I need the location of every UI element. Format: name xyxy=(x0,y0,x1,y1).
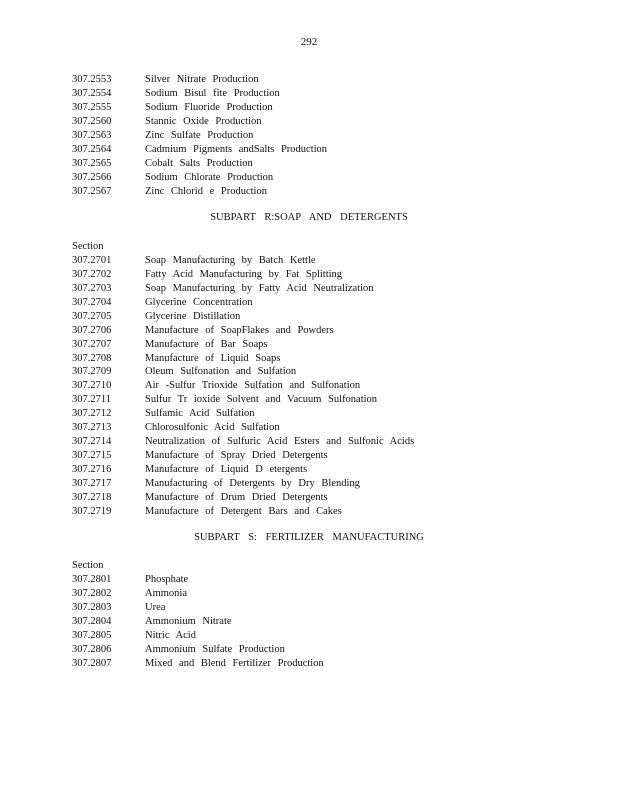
list-item xyxy=(72,421,414,435)
section-title: Manufacture of SoapFlakes and Powders xyxy=(145,324,334,336)
section-code: 307.2719 xyxy=(72,505,112,517)
section-title: Zinc Chlorid e Production xyxy=(145,185,267,197)
subpart-r-items xyxy=(72,254,414,519)
section-code: 307.2706 xyxy=(72,324,112,336)
section-code: 307.2807 xyxy=(72,657,112,669)
section-title: Mixed and Blend Fertilizer Production xyxy=(145,657,324,669)
section-title: Sulfamic Acid Sulfation xyxy=(145,408,255,420)
section-code: 307.2805 xyxy=(72,629,112,641)
section-list-subpart-s xyxy=(72,559,324,671)
list-item xyxy=(72,310,414,324)
list-item xyxy=(72,101,327,115)
section-code: 307.2563 xyxy=(72,129,112,141)
list-item xyxy=(72,185,327,199)
section-title: Manufacture of Spray Dried Detergents xyxy=(145,450,328,462)
list-item xyxy=(72,491,414,505)
section-list-subpart-r xyxy=(72,240,414,519)
section-code: 307.2717 xyxy=(72,477,112,489)
section-code: 307.2716 xyxy=(72,464,112,475)
subpart-s-items xyxy=(72,573,324,671)
list-item xyxy=(72,143,327,157)
section-code: 307.2713 xyxy=(72,422,112,434)
list-item xyxy=(72,365,414,379)
section-label: Section xyxy=(72,560,104,571)
list-item xyxy=(72,296,414,310)
section-code: 307.2554 xyxy=(72,87,112,99)
section-code: 307.2564 xyxy=(72,143,112,155)
section-title: Soap Manufacturing by Fatty Acid Neutralization xyxy=(145,282,374,294)
section-title: Sodium Bisul fite Production xyxy=(145,87,280,99)
section-title: Ammonia xyxy=(145,587,187,599)
section-code: 307.2702 xyxy=(72,268,112,280)
section-title: Manufacture of Liquid Soaps xyxy=(145,352,281,364)
section-title: Manufacturing of Detergents by Dry Blending xyxy=(145,477,360,489)
list-item xyxy=(72,268,414,282)
section-title: Sodium Chlorate Production xyxy=(145,171,274,183)
section-title: Fatty Acid Manufacturing by Fat Splitting xyxy=(145,268,343,280)
section-code: 307.2711 xyxy=(72,394,111,406)
subpart-r-heading: SUBPART R:SOAP AND DETERGENTS xyxy=(210,212,408,223)
list-item xyxy=(72,587,324,601)
section-code: 307.2718 xyxy=(72,491,112,503)
section-code: 307.2707 xyxy=(72,338,112,350)
list-item xyxy=(72,573,324,587)
section-title: Glycerine Concentration xyxy=(145,296,253,308)
section-code: 307.2710 xyxy=(72,380,112,392)
section-title: Oleum Sulfonation and Sulfation xyxy=(145,366,297,378)
list-item xyxy=(72,657,324,671)
list-item xyxy=(72,463,414,477)
list-item xyxy=(72,643,324,657)
section-title: Ammonium Nitrate xyxy=(145,615,232,627)
list-item xyxy=(72,115,327,129)
list-item xyxy=(72,171,327,185)
list-item xyxy=(72,393,414,407)
list-item xyxy=(72,129,327,143)
section-code: 307.2708 xyxy=(72,352,112,364)
section-title: Neutralization of Sulfuric Acid Esters and Sulfonic Acids xyxy=(145,436,415,448)
section-title: Nitric Acid xyxy=(145,629,196,641)
section-code: 307.2709 xyxy=(72,366,112,378)
list-item xyxy=(72,601,324,615)
list-item xyxy=(72,435,414,449)
section-title: Cobalt Salts Production xyxy=(145,157,253,169)
list-item xyxy=(72,254,414,268)
section-title: Stannic Oxide Production xyxy=(145,115,262,127)
section-code: 307.2555 xyxy=(72,101,112,113)
section-title: Manufacture of Liquid D etergents xyxy=(145,464,308,475)
list-item xyxy=(72,477,414,491)
section-code: 307.2804 xyxy=(72,615,112,627)
section-title: Chlorosulfonic Acid Sulfation xyxy=(145,422,280,434)
section-code: 307.2704 xyxy=(72,296,112,308)
section-list-group1 xyxy=(72,73,327,198)
section-code: 307.2566 xyxy=(72,171,112,183)
section-code: 307.2806 xyxy=(72,643,112,655)
list-item xyxy=(72,449,414,463)
list-item xyxy=(72,352,414,366)
section-code: 307.2703 xyxy=(72,282,112,294)
section-label: Section xyxy=(72,241,104,252)
section-title: Glycerine Distillation xyxy=(145,310,241,322)
list-item xyxy=(72,324,414,338)
section-title: Manufacture of Drum Dried Detergents xyxy=(145,491,328,503)
section-code: 307.2801 xyxy=(72,573,112,585)
section-code: 307.2802 xyxy=(72,587,112,599)
section-title: Cadmium Pigments andSalts Production xyxy=(145,143,328,155)
section-title: Manufacture of Bar Soaps xyxy=(145,338,268,350)
section-title: Sulfur Tr ioxide Solvent and Vacuum Sulfonation xyxy=(145,394,378,406)
section-code: 307.2567 xyxy=(72,185,112,197)
section-title: Phosphate xyxy=(145,573,189,585)
section-title: Soap Manufacturing by Batch Kettle xyxy=(145,254,316,266)
list-item xyxy=(72,615,324,629)
list-item xyxy=(72,505,414,519)
list-item xyxy=(72,379,414,393)
list-item xyxy=(72,407,414,421)
subpart-s-heading: SUBPART S: FERTILIZER MANUFACTURING xyxy=(194,532,424,543)
list-item xyxy=(72,157,327,171)
section-title: Air -Sulfur Trioxide Sulfation and Sulfonation xyxy=(145,380,361,392)
section-code: 307.2553 xyxy=(72,74,112,85)
section-title: Ammonium Sulfate Production xyxy=(145,643,285,655)
section-code: 307.2803 xyxy=(72,601,112,613)
section-title: Sodium Fluoride Production xyxy=(145,101,273,113)
section-code: 307.2714 xyxy=(72,436,112,448)
list-item xyxy=(72,629,324,643)
section-title: Manufacture of Detergent Bars and Cakes xyxy=(145,505,342,517)
page-number: 292 xyxy=(300,36,318,48)
section-title: Zinc Sulfate Production xyxy=(145,129,254,141)
list-item xyxy=(72,282,414,296)
section-title: Silver Nitrate Production xyxy=(145,74,259,85)
list-item xyxy=(72,73,327,87)
section-code: 307.2715 xyxy=(72,450,112,462)
section-code: 307.2705 xyxy=(72,310,112,322)
section-title: Urea xyxy=(145,601,166,613)
list-item xyxy=(72,338,414,352)
section-code: 307.2701 xyxy=(72,254,112,266)
section-code: 307.2712 xyxy=(72,408,112,420)
section-code: 307.2560 xyxy=(72,115,112,127)
section-code: 307.2565 xyxy=(72,157,112,169)
list-item xyxy=(72,87,327,101)
